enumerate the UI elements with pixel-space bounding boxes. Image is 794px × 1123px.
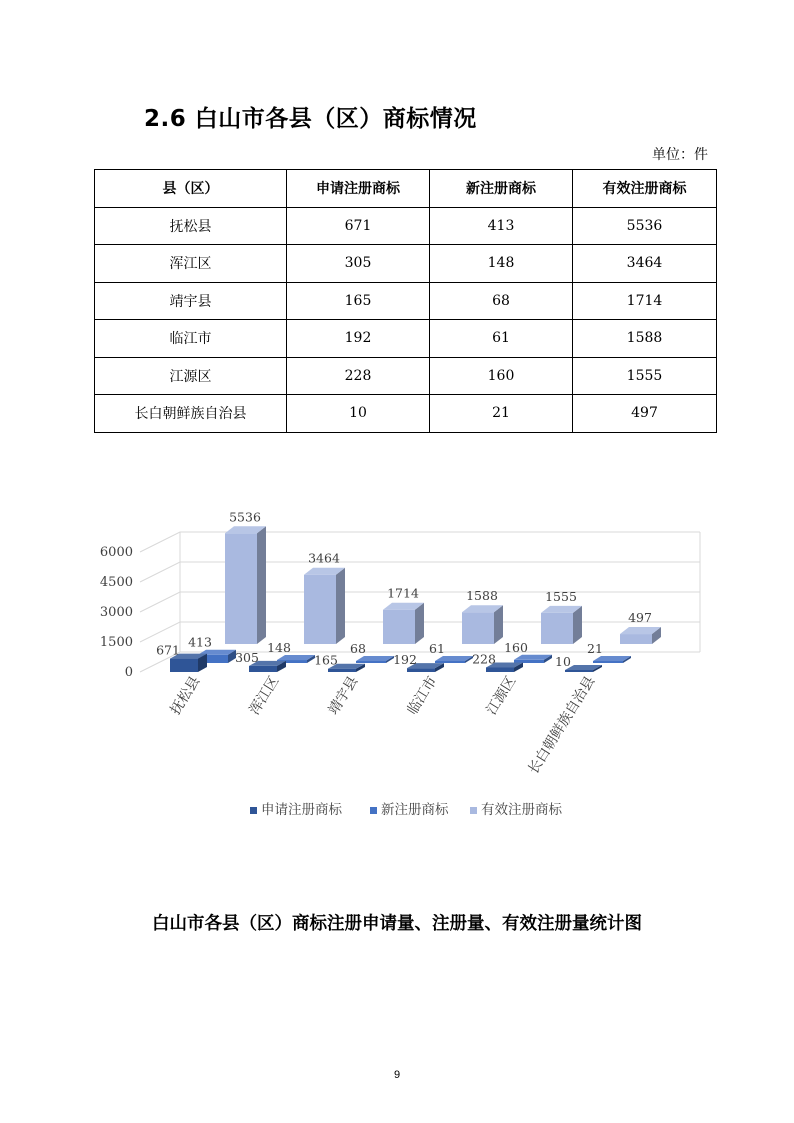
gridline [140, 562, 700, 582]
table-cell: 抚松县 [95, 207, 287, 245]
data-label: 305 [235, 649, 259, 665]
table-row [95, 207, 717, 245]
legend-label: 申请注册商标 [261, 802, 342, 818]
table-cell: 413 [430, 207, 573, 245]
data-label: 165 [314, 652, 338, 668]
bar-0-1 [249, 666, 277, 672]
data-label: 3464 [308, 550, 340, 566]
data-label: 21 [587, 641, 603, 656]
table-cell: 1714 [573, 282, 717, 320]
column-header: 有效注册商标 [573, 170, 717, 208]
data-label: 68 [350, 641, 366, 656]
bar-2-3 [462, 612, 494, 644]
table-cell: 61 [430, 320, 573, 358]
table-cell: 5536 [573, 207, 717, 245]
legend-swatch [250, 807, 257, 814]
trademark-table [94, 169, 717, 433]
data-label: 1555 [545, 588, 577, 604]
bar-2-2 [383, 610, 415, 644]
table-header-row [95, 170, 717, 208]
table-row [95, 395, 717, 433]
trademark-3d-bar-chart [0, 480, 794, 840]
table-cell: 160 [430, 357, 573, 395]
data-label: 192 [393, 652, 417, 668]
legend-swatch [370, 807, 377, 814]
bar-side-2-1 [336, 568, 345, 644]
x-category-label: 抚松县 [167, 673, 204, 718]
table-row [95, 282, 717, 320]
x-category-label: 浑江区 [246, 673, 283, 718]
table-row [95, 357, 717, 395]
table-cell: 10 [287, 395, 430, 433]
data-label: 1714 [387, 585, 419, 601]
table-row [95, 320, 717, 358]
bar-2-4 [541, 613, 573, 644]
bar-2-1 [304, 575, 336, 644]
bar-0-3 [407, 668, 435, 672]
bar-2-5 [620, 634, 652, 644]
y-tick-label: 4500 [99, 575, 133, 590]
table-cell: 671 [287, 207, 430, 245]
bar-2-0 [225, 533, 257, 644]
unit-label: 单位：件 [652, 147, 708, 163]
table-cell: 68 [430, 282, 573, 320]
table-cell: 靖宇县 [95, 282, 287, 320]
data-label: 5536 [229, 509, 261, 525]
data-label: 61 [429, 641, 445, 656]
table-cell: 497 [573, 395, 717, 433]
data-label: 1588 [466, 588, 498, 604]
table-cell: 228 [287, 357, 430, 395]
table-cell: 1588 [573, 320, 717, 358]
bar-1-3 [435, 661, 465, 663]
x-category-label: 临江市 [404, 673, 441, 718]
bar-side-2-2 [415, 603, 424, 644]
y-tick-label: 0 [124, 665, 133, 680]
column-header: 县（区） [95, 170, 287, 208]
x-category-label: 靖宇县 [325, 673, 362, 718]
bar-0-0 [170, 659, 198, 672]
column-header: 新注册商标 [430, 170, 573, 208]
bar-0-5 [565, 670, 593, 672]
x-category-label: 长白朝鲜族自治县 [525, 673, 599, 778]
data-label: 148 [267, 640, 291, 656]
section-title: 2.6 白山市各县（区）商标情况 [144, 106, 477, 132]
data-label: 160 [504, 639, 528, 655]
bar-side-2-0 [257, 526, 266, 644]
page-number: 9 [393, 1069, 401, 1081]
y-tick-label: 6000 [99, 545, 133, 560]
table-cell: 临江市 [95, 320, 287, 358]
bar-0-4 [486, 667, 514, 672]
legend-label: 新注册商标 [381, 802, 449, 818]
data-label: 228 [472, 651, 496, 667]
table-cell: 浑江区 [95, 245, 287, 283]
legend-label: 有效注册商标 [481, 802, 562, 818]
table-cell: 长白朝鲜族自治县 [95, 395, 287, 433]
bar-0-2 [328, 669, 356, 672]
table-cell: 1555 [573, 357, 717, 395]
table-cell: 21 [430, 395, 573, 433]
table-cell: 3464 [573, 245, 717, 283]
table-cell: 165 [287, 282, 430, 320]
bar-1-5 [593, 661, 623, 663]
table-cell: 305 [287, 245, 430, 283]
table-cell: 148 [430, 245, 573, 283]
chart-caption: 白山市各县（区）商标注册申请量、注册量、有效注册量统计图 [152, 914, 642, 934]
bar-1-2 [356, 661, 386, 663]
table-cell: 192 [287, 320, 430, 358]
column-header: 申请注册商标 [287, 170, 430, 208]
data-label: 10 [555, 654, 571, 669]
y-tick-label: 1500 [99, 635, 133, 650]
table-row [95, 245, 717, 283]
legend-swatch [470, 807, 477, 814]
data-label: 413 [188, 634, 212, 650]
data-label: 671 [156, 642, 180, 658]
y-tick-label: 3000 [99, 605, 133, 620]
x-category-label: 江源区 [483, 673, 520, 718]
table-cell: 江源区 [95, 357, 287, 395]
gridline [140, 532, 700, 552]
data-label: 497 [628, 610, 652, 626]
